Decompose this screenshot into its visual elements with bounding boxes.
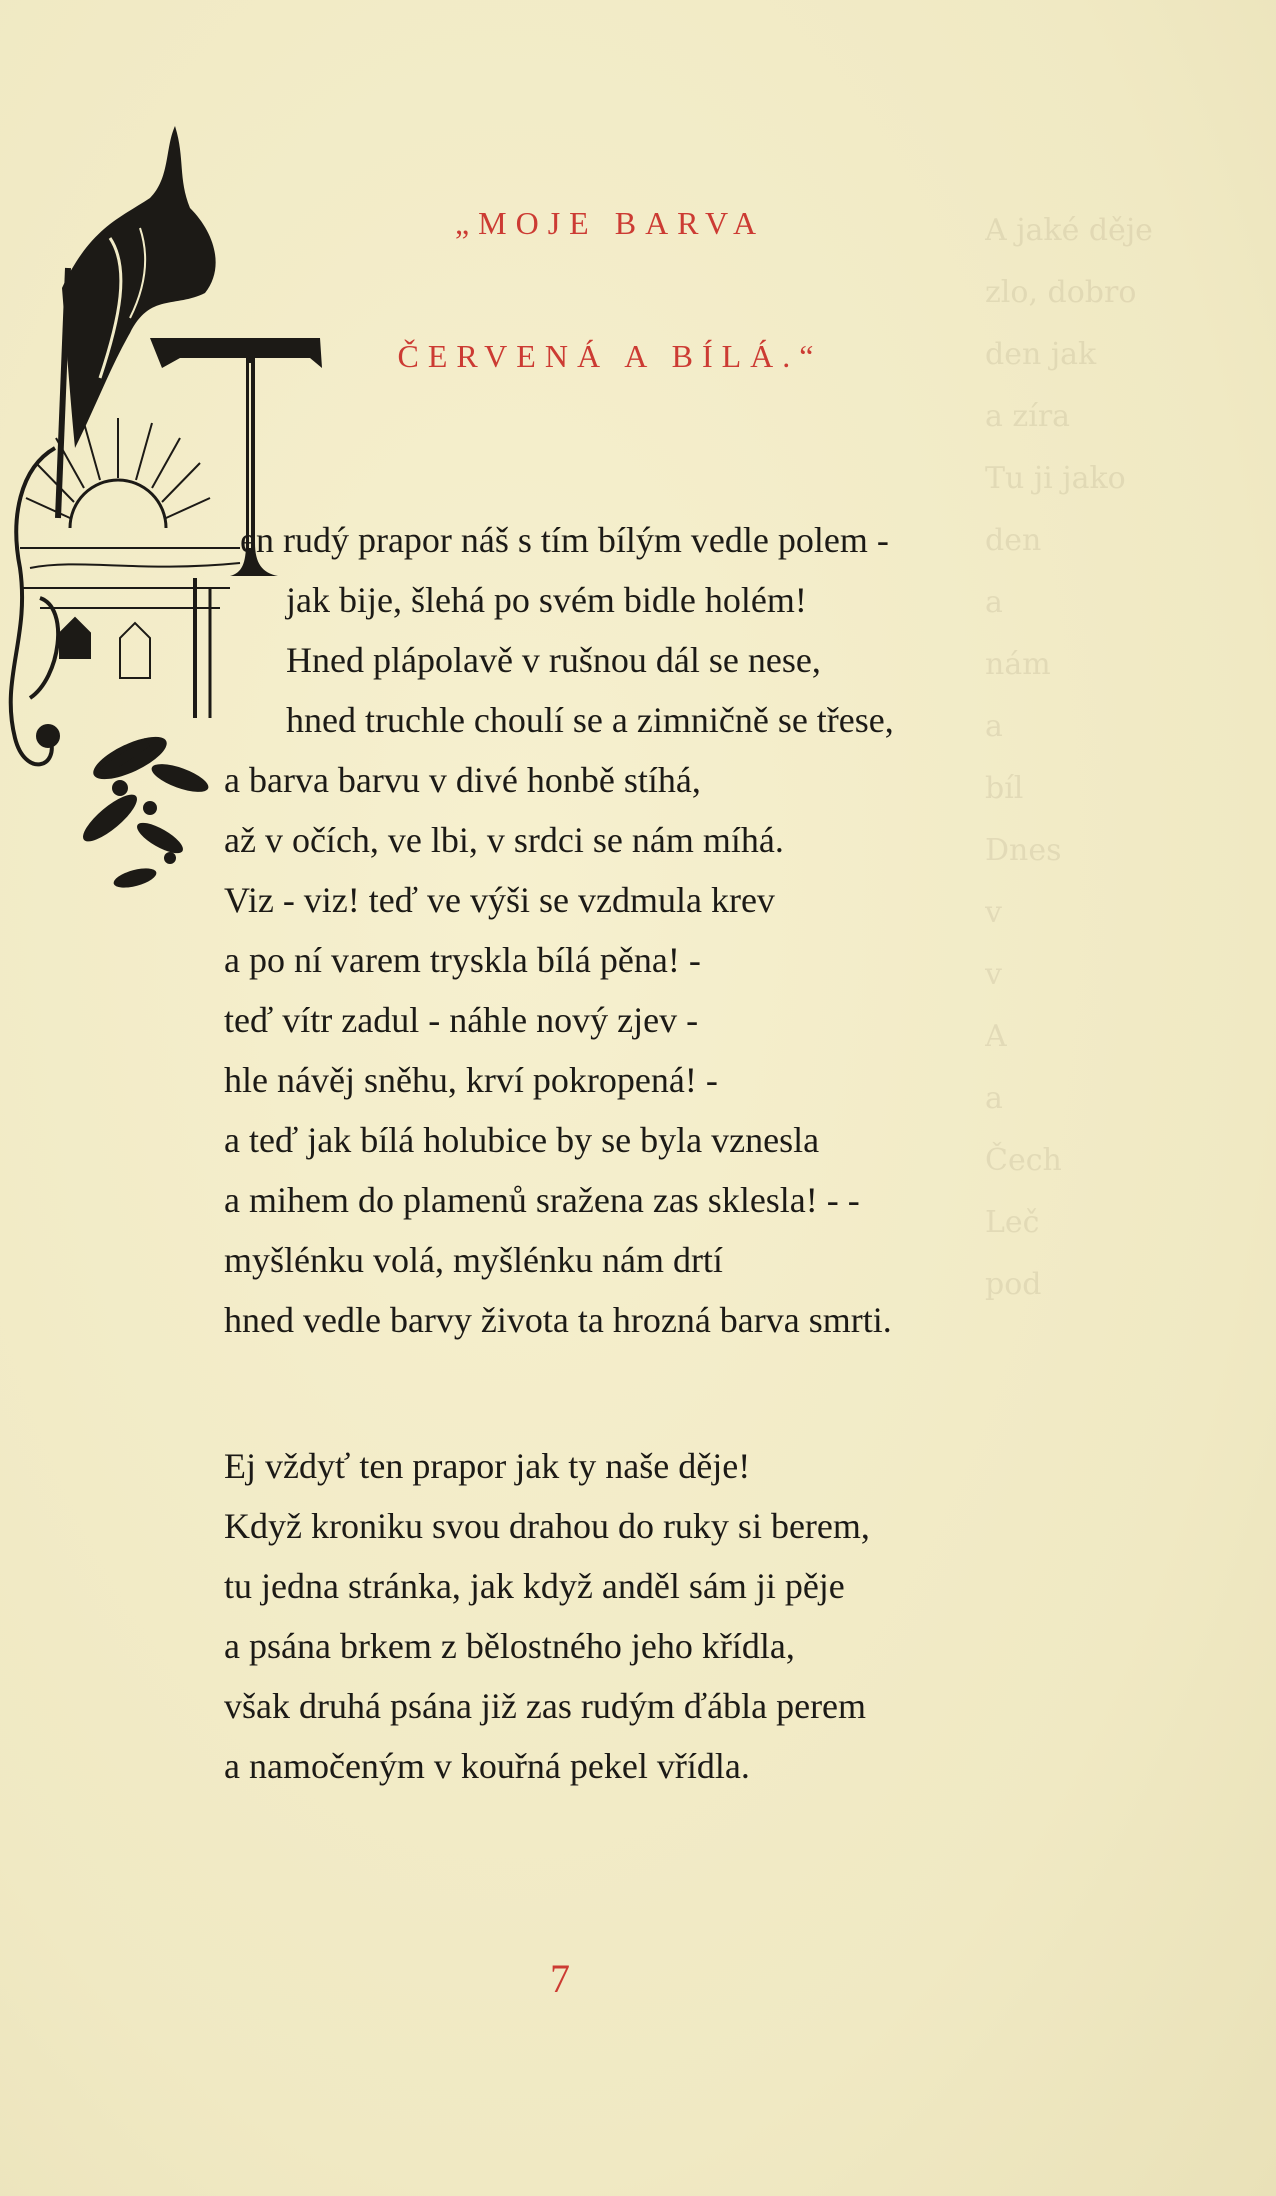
poem-title-line-1: „MOJE BARVA [454,205,766,241]
stanza-2-line: a psána brkem z bělostného jeho křídla, [224,1626,795,1666]
stanza-1-line: Hned plápolavě v rušnou dál se nese, [286,640,821,680]
stanza-1-line: a teď jak bílá holubice by se byla vznesla [224,1120,820,1160]
stanza-1-line: a po ní varem tryskla bílá pěna! - [224,940,701,980]
poem-title-line-2: ČERVENÁ A BÍLÁ.“ [397,338,823,374]
show-through-text: A jaké děje zlo, dobro den jak a zíra Tu ji jako den a nám a bíl Dnes v v A a Čech Leč pod [985,213,1153,1302]
stanza-2-line: Když kroniku svou drahou do ruky si berem, [224,1506,870,1546]
stanza-2-line: Ej vždyť ten prapor jak ty naše děje! [224,1446,751,1486]
stanza-1-line: hned truchle choulí se a zimničně se třese, [286,700,894,740]
stanza-2-line: tu jedna stránka, jak když anděl sám ji pěje [224,1566,845,1606]
stanza-1-line: a mihem do plamenů sražena zas sklesla! - - [224,1180,860,1220]
stanza-1-line: jak bije, šlehá po svém bidle holém! [286,580,807,620]
stanza-1-line: en rudý prapor náš s tím bílým vedle polem - [240,520,889,560]
page-number: 7 [550,1956,570,2001]
stanza-1-line: myšlénku volá, myšlénku nám drtí [224,1240,723,1280]
landscape-scene [20,548,240,718]
stanza-1-line: hle návěj sněhu, krví pokropená! - [224,1060,718,1100]
foliage-ornament [77,728,212,891]
stanza-2-line: však druhá psána již zas rudým ďábla perem [224,1686,867,1726]
stanza-1-line: hned vedle barvy života ta hrozná barva smrti. [224,1300,892,1340]
stanza-gap [224,1350,1104,1436]
stanza-2-line: a namočeným v kouřná pekel vřídla. [224,1746,750,1786]
rising-sun [26,418,210,528]
stanza-1-line: teď vítr zadul - náhle nový zjev - [224,1000,699,1040]
flag-shape [62,126,216,448]
scroll-ornament [11,448,58,764]
stanza-1-line: Viz - viz! teď ve výši se vzdmula krev [224,880,775,920]
stanza-1-line: až v očích, ve lbi, v srdci se nám míhá. [224,820,784,860]
stanza-1-line: a barva barvu v divé honbě stíhá, [224,760,701,800]
poem-body [224,510,1104,1796]
